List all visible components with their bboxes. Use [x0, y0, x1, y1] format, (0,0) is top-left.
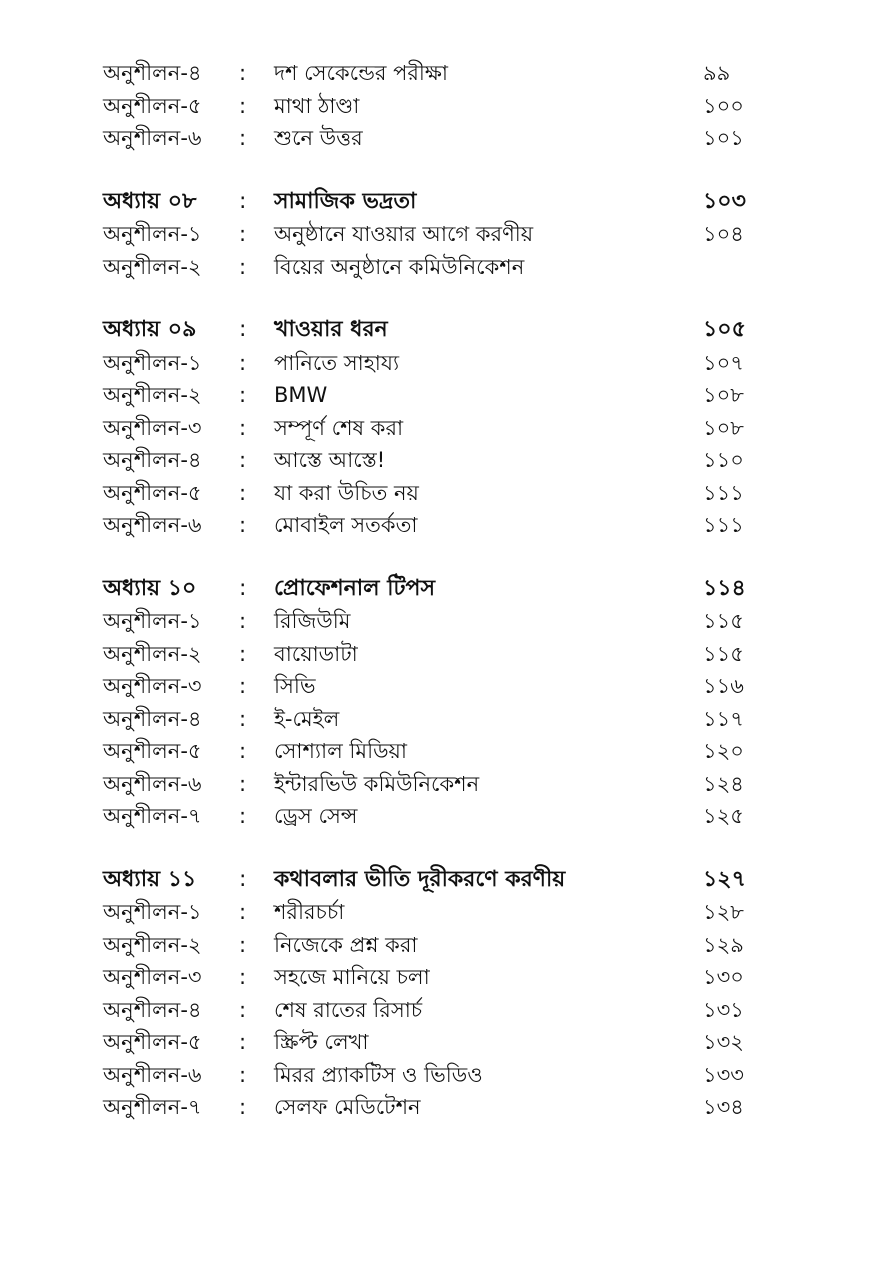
table-of-contents — [0, 57, 870, 1124]
entry-separator: : — [239, 1095, 247, 1119]
toc-chapter-row — [0, 864, 870, 897]
entry-separator: : — [239, 609, 247, 633]
entry-page-number: ১৩১ — [703, 997, 744, 1022]
entry-page-number: ১৩৩ — [703, 1062, 744, 1087]
entry-title: ই-মেইল — [274, 706, 340, 731]
entry-separator: : — [239, 1030, 247, 1054]
entry-page-number: ১২৪ — [703, 771, 744, 796]
toc-section — [0, 186, 870, 284]
entry-page-number: ১২৭ — [703, 866, 746, 892]
toc-exercise-row — [0, 444, 870, 477]
entry-separator: : — [239, 480, 247, 505]
entry-label: অনুশীলন-৪ — [103, 448, 202, 472]
entry-title: ইন্টারভিউ কমিউনিকেশন — [274, 771, 480, 796]
entry-page-number: ১৩০ — [703, 965, 744, 989]
entry-title: BMW — [274, 383, 328, 407]
entry-title: অনুষ্ঠানে যাওয়ার আগে করণীয় — [274, 222, 534, 246]
entry-separator: : — [239, 575, 247, 601]
entry-title: খাওয়ার ধরন — [274, 317, 388, 342]
entry-title: মাথা ঠাণ্ডা — [274, 93, 360, 118]
entry-label: অনুশীলন-৩ — [103, 965, 202, 989]
entry-label: অনুশীলন-৫ — [103, 93, 202, 118]
entry-separator: : — [239, 674, 247, 698]
toc-section — [0, 314, 870, 542]
entry-title: সামাজিক ভদ্রতা — [274, 188, 417, 214]
entry-label: অনুশীলন-৫ — [103, 480, 202, 505]
entry-title: আস্তে আস্তে! — [274, 448, 386, 472]
toc-exercise-row — [0, 379, 870, 412]
entry-label: অনুশীলন-৭ — [103, 804, 202, 828]
entry-separator: : — [239, 383, 247, 407]
entry-page-number: ১১৭ — [703, 706, 744, 731]
entry-page-number: ১১১ — [703, 480, 744, 505]
entry-label: অধ্যায় ১১ — [103, 866, 197, 892]
entry-label: অনুশীলন-২ — [103, 932, 202, 957]
toc-exercise-row — [0, 347, 870, 380]
toc-exercise-row — [0, 800, 870, 833]
entry-title: মিরর প্র্যাকটিস ও ভিডিও — [274, 1062, 483, 1087]
entry-separator: : — [239, 126, 247, 150]
toc-exercise-row — [0, 735, 870, 768]
entry-title: শরীরচর্চা — [274, 900, 345, 924]
entry-page-number: ১০৮ — [703, 383, 744, 407]
toc-exercise-row — [0, 638, 870, 671]
toc-exercise-row — [0, 1059, 870, 1092]
entry-label: অনুশীলন-৬ — [103, 513, 202, 537]
entry-page-number: ১০৭ — [703, 350, 744, 375]
entry-separator: : — [239, 997, 247, 1022]
entry-page-number: ১১৫ — [703, 641, 744, 666]
entry-page-number: ১০৮ — [703, 415, 744, 440]
entry-label: অনুশীলন-৩ — [103, 415, 202, 440]
toc-exercise-row — [0, 90, 870, 123]
entry-label: অনুশীলন-৪ — [103, 61, 202, 85]
toc-section — [0, 57, 870, 155]
entry-page-number: ১২৮ — [703, 900, 744, 924]
toc-exercise-row — [0, 57, 870, 90]
entry-label: অনুশীলন-২ — [103, 254, 202, 279]
entry-label: অনুশীলন-৪ — [103, 997, 202, 1022]
entry-page-number: ১২৫ — [703, 804, 744, 828]
entry-separator: : — [239, 706, 247, 731]
entry-label: অনুশীলন-৩ — [103, 674, 202, 698]
toc-chapter-row — [0, 186, 870, 219]
entry-title: বিয়ের অনুষ্ঠানে কমিউনিকেশন — [274, 254, 525, 279]
toc-exercise-row — [0, 896, 870, 929]
toc-exercise-row — [0, 477, 870, 510]
entry-title: সহজে মানিয়ে চলা — [274, 965, 430, 989]
entry-title: স্ক্রিপ্ট লেখা — [274, 1030, 369, 1054]
toc-exercise-row — [0, 1026, 870, 1059]
entry-title: রিজিউমি — [274, 609, 351, 633]
entry-separator: : — [239, 771, 247, 796]
entry-label: অনুশীলন-২ — [103, 641, 202, 666]
entry-separator: : — [239, 932, 247, 957]
entry-page-number: ১০৩ — [703, 188, 746, 214]
entry-label: অনুশীলন-৭ — [103, 1095, 202, 1119]
entry-label: অনুশীলন-৫ — [103, 739, 202, 763]
toc-exercise-row — [0, 670, 870, 703]
entry-title: যা করা উচিত নয় — [274, 480, 419, 505]
entry-label: অনুশীলন-১ — [103, 222, 202, 246]
entry-page-number: ১১৫ — [703, 609, 744, 633]
entry-label: অধ্যায় ০৯ — [103, 317, 197, 342]
entry-title: সিভি — [274, 674, 316, 698]
entry-page-number: ১০৪ — [703, 222, 744, 246]
toc-chapter-row — [0, 314, 870, 347]
entry-title: সেলফ মেডিটেশন — [274, 1095, 421, 1119]
entry-title: প্রোফেশনাল টিপস — [274, 575, 435, 601]
entry-label: অনুশীলন-২ — [103, 383, 202, 407]
entry-label: অনুশীলন-৬ — [103, 126, 202, 150]
entry-label: অনুশীলন-১ — [103, 900, 202, 924]
toc-exercise-row — [0, 412, 870, 445]
toc-chapter-row — [0, 573, 870, 606]
entry-title: শুনে উত্তর — [274, 126, 363, 150]
toc-exercise-row — [0, 961, 870, 994]
entry-label: অধ্যায় ০৮ — [103, 188, 197, 214]
entry-page-number: ৯৯ — [703, 61, 731, 85]
toc-exercise-row — [0, 994, 870, 1027]
entry-label: অনুশীলন-৫ — [103, 1030, 202, 1054]
entry-page-number: ১১০ — [703, 448, 744, 472]
toc-exercise-row — [0, 768, 870, 801]
entry-page-number: ১১৪ — [703, 575, 746, 601]
entry-title: সম্পূর্ণ শেষ করা — [274, 415, 404, 440]
entry-page-number: ১২৯ — [703, 932, 744, 957]
entry-separator: : — [239, 317, 247, 342]
toc-section — [0, 864, 870, 1124]
entry-separator: : — [239, 739, 247, 763]
entry-page-number: ১৩৪ — [703, 1095, 744, 1119]
entry-title: মোবাইল সতর্কতা — [274, 513, 418, 537]
entry-separator: : — [239, 350, 247, 375]
toc-exercise-row — [0, 251, 870, 284]
entry-separator: : — [239, 900, 247, 924]
toc-exercise-row — [0, 929, 870, 962]
entry-separator: : — [239, 965, 247, 989]
entry-label: অনুশীলন-৬ — [103, 771, 202, 796]
toc-exercise-row — [0, 218, 870, 251]
entry-separator: : — [239, 866, 247, 892]
entry-title: ড্রেস সেন্স — [274, 804, 358, 828]
entry-page-number: ১০১ — [703, 126, 744, 150]
toc-exercise-row — [0, 605, 870, 638]
entry-page-number: ১২০ — [703, 739, 744, 763]
entry-label: অনুশীলন-৬ — [103, 1062, 202, 1087]
entry-separator: : — [239, 641, 247, 666]
entry-separator: : — [239, 61, 247, 85]
toc-exercise-row — [0, 703, 870, 736]
entry-separator: : — [239, 1062, 247, 1087]
entry-title: শেষ রাতের রিসার্চ — [274, 997, 423, 1022]
entry-label: অনুশীলন-৪ — [103, 706, 202, 731]
entry-page-number: ১১১ — [703, 513, 744, 537]
entry-page-number: ১৩২ — [703, 1030, 744, 1054]
entry-separator: : — [239, 448, 247, 472]
entry-title: পানিতে সাহায্য — [274, 350, 400, 375]
toc-exercise-row — [0, 509, 870, 542]
entry-page-number: ১০০ — [703, 93, 744, 118]
entry-label: অনুশীলন-১ — [103, 350, 202, 375]
entry-title: বায়োডাটা — [274, 641, 358, 666]
entry-title: দশ সেকেন্ডের পরীক্ষা — [274, 61, 449, 85]
entry-label: অনুশীলন-১ — [103, 609, 202, 633]
entry-separator: : — [239, 93, 247, 118]
entry-separator: : — [239, 804, 247, 828]
entry-separator: : — [239, 222, 247, 246]
toc-exercise-row — [0, 122, 870, 155]
toc-section — [0, 573, 870, 833]
entry-separator: : — [239, 254, 247, 279]
entry-page-number: ১০৫ — [703, 317, 746, 342]
toc-exercise-row — [0, 1091, 870, 1124]
entry-separator: : — [239, 188, 247, 214]
entry-title: নিজেকে প্রশ্ন করা — [274, 932, 418, 957]
entry-separator: : — [239, 513, 247, 537]
entry-title: কথাবলার ভীতি দূরীকরণে করণীয় — [274, 866, 566, 892]
entry-page-number: ১১৬ — [703, 674, 744, 698]
entry-title: সোশ্যাল মিডিয়া — [274, 739, 408, 763]
entry-separator: : — [239, 415, 247, 440]
entry-label: অধ্যায় ১০ — [103, 575, 197, 601]
